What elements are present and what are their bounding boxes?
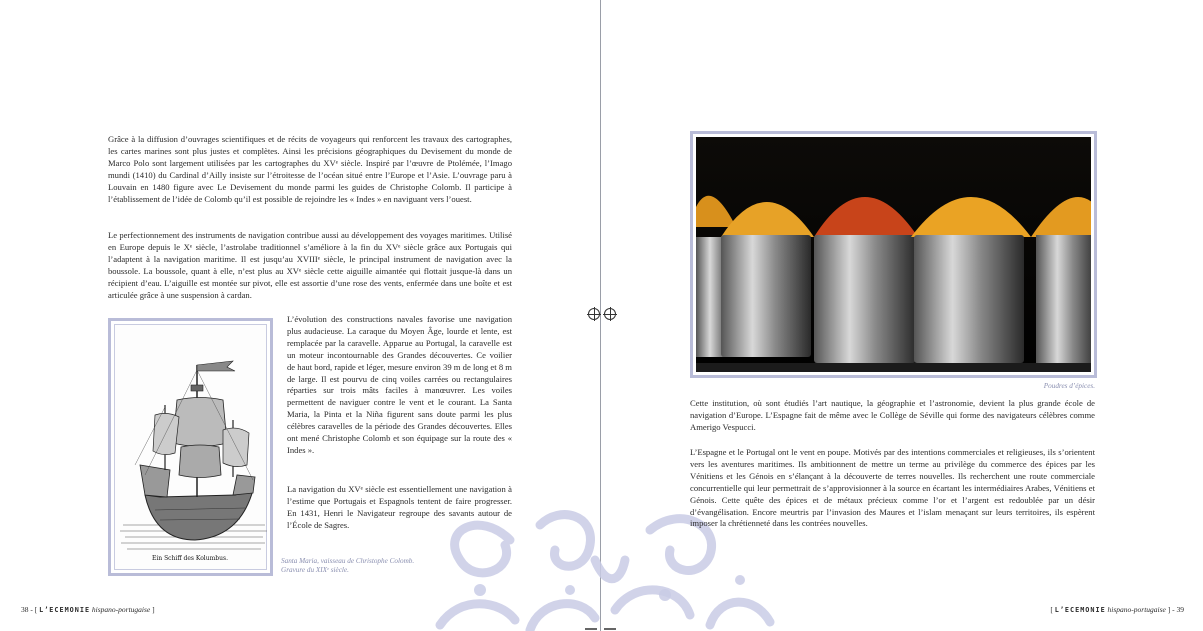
right-paragraph-1: Cette institution, où sont étudiés l’art nautique, la géographie et l’astronomie, devient la plus grande école de navigation d’Europe. L’Espagne fait de même avec le Collège de Séville qui forme des navigateurs célèbres comme Amerigo Vespucci. [690,398,1095,432]
footer-section-left: L’ECEMONIE [39,606,91,614]
photo-caption: Poudres d’épices. [1043,382,1095,390]
spice-cups-illustration [696,137,1091,372]
footer-separator: ] - [1167,605,1177,614]
page-number-left: 38 [21,605,29,614]
left-paragraph-2: Le perfectionnement des instruments de navigation contribue aussi au développement des voyages maritimes. Utilisé en Europe depuis le Xᵉ siècle, l’astrolabe traditionnel s’améliore à la fin du XVᵉ siècle grâce aux Portugais qui l’adaptent à la navigation maritime. Il est jusqu’au XVIIIᵉ siècle, le principal instrument de navigation avec la boussole. La boussole, quant à elle, n’est plus au XVᵉ siècle cette aiguille aimantée qui flottait jusque-là dans un récipient d’eau. L’aiguille est montée sur pivot, elle est assortie d’une rose des vents, enfermée dans une boîte et est articulée grâce à une suspension à cardan. [108,230,512,300]
footer-section-right: L’ECEMONIE [1054,606,1106,614]
crop-mark [604,628,616,630]
right-paragraph-2: L’Espagne et le Portugal ont le vent en poupe. Motivés par des intentions commerciales et religieuses, ils s’orientent vers les aventures maritimes. Ils ambitionnent de mettre un terme au privilège du commerce des épices par les Vénitiens et les Génois en s’élançant à la découverte de terres nouvelles. Ils recherchent une route commerciale concurrentielle qui leur permettrait de s’approvisionner à la source en écartant les intermédiaires Arabes, Vénitiens et Génois. Cette quête des épices et de métaux précieux comme l’or et l’argent est redoublée par un désir d’évangélisation. Encore meurtris par l’invasion des Maures et l’islam menaçant sur leurs territoires, ils espèrent imposer la chrétienneté dans les contrées nouvelles. [690,447,1095,529]
ship-engraving-title: Ein Schiff des Kolumbus. [152,555,228,562]
footer-subtitle-right: hispano-portugaise [1107,605,1166,614]
left-paragraph-4: La navigation du XVᵉ siècle est essentiellement une navigation à l’estime que Portugais et Espagnols tentent de faire progresser. En 1431, Henri le Navigateur regroupe des savants autour de l’École de Sagres. [287,484,512,530]
registration-mark-icon [604,308,616,320]
spices-photo [690,131,1097,378]
registration-marks [588,308,616,320]
left-paragraph-1: Grâce à la diffusion d’ouvrages scientifiques et de récits de voyageurs qui renforcent les travaux des cartographes, les cartes marines sont plus justes et complètes. Ainsi les précisions géographiques du Devisement du monde de Marco Polo sont largement utilisées par les cartographes du XVᵉ siècle. Inspiré par l’œuvre de Ptolémée, l’Imago mundi (1410) du Cardinal d’Ailly insiste sur l’étroitesse de l’océan situé entre l’Europe et l’Asie. L’ouvrage paru à Louvain en 1480 figure avec Le Devisement du monde parmi les guides de Christophe Colomb. Il participe à l’établissement de l’idée de Colomb qu’il est possible de rejoindre les « Indes » en naviguant vers l’ouest. [108,134,512,204]
registration-mark-icon [588,308,600,320]
footer-right: [ L’ECEMONIE hispano-portugaise ] - 39 [1050,605,1184,614]
ship-engraving-image [114,324,267,570]
ship-caption-line-2: Gravure du XIXᵉ siècle. [281,566,349,574]
footer-left: 38 - [ L’ECEMONIE hispano-portugaise ] [21,605,155,614]
footer-separator: - [ [30,605,40,614]
footer-subtitle-left: hispano-portugaise [91,605,151,614]
caravel-illustration [115,325,272,575]
spices-photo-image [696,137,1091,372]
ship-caption-line-1: Santa Maria, vaisseau de Christophe Colomb. [281,557,415,565]
crop-mark [585,628,597,630]
ship-engraving [108,318,273,576]
left-paragraph-3: L’évolution des constructions navales favorise une navigation plus audacieuse. La caraque du Moyen Âge, lourde et lente, est remplacée par la caravelle. Apparue au Portugal, la caravelle est un moteur incontournable des Grandes découvertes. Ce voilier de haut bord, rapide et léger, mesure environ 39 m de long et 8 m de large. Il est pourvu de cinq voiles carrées ou rectangulaires réparties sur trois mâts faciles à manœuvrer. Les voiles permettent de naviguer contre le vent et le courant. La Santa Maria, la Pinta et la Niña figurent sans doute parmi les plus célèbres caravelles de la période des Grandes découvertes. Elles ont mené Christophe Colomb et son équipage sur la route des « Indes ». [287,314,512,455]
page-number-right: 39 [1176,605,1184,614]
